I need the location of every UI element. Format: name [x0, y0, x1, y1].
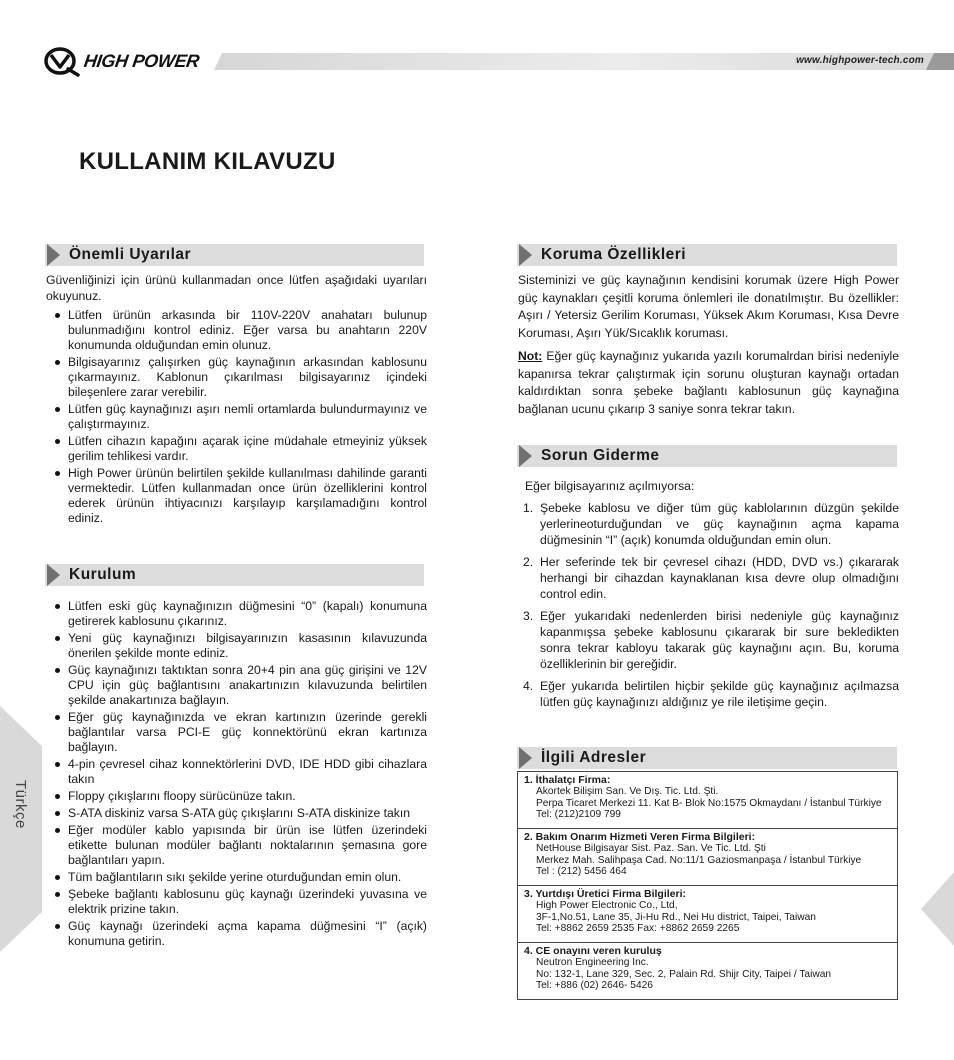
item-text: Her seferinde tek bir çevresel cihazı (HDD, DVD vs.) çıkararak herhangi bir cihazdan kaynaklanan kısa devre olup olmadığını control edin. — [540, 555, 899, 601]
list-item: S-ATA diskiniz varsa S-ATA güç çıkışlarını S-ATA diskinize takın — [53, 806, 427, 821]
item-number: 2. — [523, 555, 534, 569]
address-line: High Power Electronic Co., Ltd, — [536, 900, 678, 912]
address-entry-title: 1. İthalatçı Firma: — [524, 774, 611, 786]
section-arrow-icon — [47, 244, 60, 266]
list-item: Lütfen cihazın kapağını açarak içine müdahale etmeyiniz yüksek gerilim tehlikesi vardır. — [53, 434, 427, 464]
section-title: Sorun Giderme — [541, 447, 660, 464]
section-header-installation — [45, 564, 424, 586]
section-header-protection — [517, 244, 897, 266]
address-line: Merkez Mah. Salihpaşa Cad. No:11/1 Gaziosmanpaşa / İstanbul Türkiye — [536, 854, 862, 866]
list-item: Lütfen güç kaynağınızı aşırı nemli ortamlarda bulundurmayınız ve çalıştırmayınız. — [53, 402, 427, 432]
address-entry — [518, 943, 897, 999]
address-line: Neutron Engineering Inc. — [536, 957, 649, 969]
list-item: High Power ürünün belirtilen şekilde kullanılması dahilinde garanti vermektedir. Lütfen kullanmadan once ürün özelliklerini kontrol ederek ürünün ihtiyacınızı karşılayıp karşılamadığını kontrol ediniz. — [53, 466, 427, 526]
warnings-list — [53, 308, 427, 528]
note-label: Not: — [518, 349, 543, 363]
high-power-logo-icon — [42, 45, 82, 77]
address-entry-title: 4. CE onayını veren kuruluş — [524, 945, 662, 957]
item-text: Eğer yukarıdaki nedenlerden birisi nedeniyle güç kaynağınız kapanmışsa şebeke kablosunu çıkararak bir sure bekledikten sonra tekrar kabloyu takarak güç kaynağını açın. Bu, koruma özelliklerinin bir gereğidir. — [540, 609, 899, 671]
section-header-troubleshooting — [517, 445, 897, 467]
list-item: Şebeke bağlantı kablosunu güç kaynağı üzerindeki yuvasına ve elektrik prizine takın. — [53, 887, 427, 917]
list-item: Yeni güç kaynağınızı bilgisayarınızın kasasının kılavuzunda önerilen şekilde monte ediniz. — [53, 631, 427, 661]
list-item: Güç kaynağınızı taktıktan sonra 20+4 pin ana güç girişini ve 12V CPU için güç bağlantısını anakartınızın kılavuzunda belirtilen şekilde anakartınıza bağlayın. — [53, 663, 427, 708]
website-url[interactable]: www.highpower-tech.com — [796, 55, 924, 66]
section-arrow-icon — [519, 445, 532, 467]
address-line: NetHouse Bilgisayar Sist. Paz. San. Ve Tic. Ltd. Şti — [536, 843, 766, 855]
address-line: Tel: (212)2109 799 — [536, 809, 621, 821]
section-arrow-icon — [47, 564, 60, 586]
warnings-intro: Güvenliğinizi için ürünü kullanmadan once lütfen aşağıdaki uyarıları okuyunuz. — [46, 273, 427, 303]
numbered-item — [523, 608, 899, 672]
list-item: Eğer modüler kablo yapısında bir ürün ise lütfen üzerindeki etikette bulunan modüler bağlantı noktalarının şemasına gore bağlantıları yapın. — [53, 823, 427, 868]
brand-logo — [42, 44, 214, 78]
item-number: 1. — [523, 501, 534, 515]
section-arrow-icon — [519, 244, 532, 266]
address-entry-title: 2. Bakım Onarım Hizmeti Veren Firma Bilgileri: — [524, 831, 756, 843]
section-title: Kurulum — [69, 566, 137, 583]
address-line: No: 132-1, Lane 329, Sec. 2, Palain Rd. Shijr City, Taipei / Taiwan — [536, 968, 832, 980]
item-text: Şebeke kablosu ve diğer tüm güç kablolarının düzgün şekilde yerlerineoturduğundan ve güç kaynağının açma kapama düğmesinin “I” (açık) konumda olduğundan emin olun. — [540, 501, 899, 547]
addresses-box — [517, 771, 898, 1000]
language-label: Türkçe — [12, 780, 29, 829]
list-item: Tüm bağlantıların sıkı şekilde yerine oturduğundan emin olun. — [53, 870, 427, 885]
section-arrow-icon — [519, 747, 532, 769]
next-page-arrow-icon[interactable] — [921, 872, 954, 946]
numbered-item — [523, 554, 899, 602]
address-line: Tel : (212) 5456 464 — [536, 866, 627, 878]
protection-note — [518, 348, 899, 418]
address-line: Perpa Ticaret Merkezi 11. Kat B- Blok No:1575 Okmaydanı / İstanbul Türkiye — [536, 797, 882, 809]
numbered-item — [523, 678, 899, 710]
numbered-item — [523, 500, 899, 548]
troubleshooting-intro: Eğer bilgisayarınız açılmıyorsa: — [525, 479, 695, 493]
list-item: Floppy çıkışlarını floopy sürücünüze takın. — [53, 789, 427, 804]
page-title: KULLANIM KILAVUZU — [79, 148, 336, 175]
section-header-addresses — [517, 747, 897, 769]
protection-body: Sisteminizi ve güç kaynağının kendisini korumak üzere High Power güç kaynakları çeşitli koruma önlemleri ile donatılmıştır. Bu özellikler: Aşırı / Yetersiz Gerilim Koruması, Yüksek Akım Koruması, Kısa Devre Koruması, Aşırı Yük/Sıcaklık koruması. — [518, 273, 899, 340]
list-item: Güç kaynağı üzerindeki açma kapama düğmesini “I” (açık) konumuna getirin. — [53, 919, 427, 949]
address-entry — [518, 772, 897, 829]
installation-list — [53, 599, 427, 951]
list-item: Bilgisayarınız çalışırken güç kaynağının arkasından kablosunu çıkarmayınız. Kablonun çıkarılması bilgisayarınız içindeki bileşenlere zarar verebilir. — [53, 355, 427, 400]
note-text: Eğer güç kaynağınız yukarıda yazılı korumalrdan birisi nedeniyle kapanırsa tekrar çalıştırmak için sorunu oluşturan kaynağı ortadan kaldırdıktan sonra şebeke bağlantı kablosunun güç kaynağına bağlanan ucunu çıkarıp 3 saniye sonra tekrar takın. — [518, 349, 899, 416]
section-title: İlgili Adresler — [541, 749, 647, 766]
address-line: Tel: +886 (02) 2646- 5426 — [536, 980, 653, 992]
section-title: Önemli Uyarılar — [69, 246, 192, 263]
item-number: 4. — [523, 679, 534, 693]
language-side-tab — [0, 706, 42, 952]
address-entry — [518, 886, 897, 943]
list-item: Eğer güç kaynağınızda ve ekran kartınızın üzerinde gerekli bağlantılar varsa PCI-E güç konnektörünü ekran kartınıza bağlayın. — [53, 710, 427, 755]
section-header-warnings — [45, 244, 424, 266]
item-text: Eğer yukarıda belirtilen hiçbir şekilde güç kaynağınız açılmazsa lütfen güç kaynağınızı aldığınız ye rile iletişime geçin. — [540, 679, 899, 709]
address-line: Tel: +8862 2659 2535 Fax: +8862 2659 2265 — [536, 923, 740, 935]
list-item: 4-pin çevresel cihaz konnektörlerini DVD, IDE HDD gibi cihazlara takın — [53, 757, 427, 787]
logo-text: HIGH POWER — [82, 50, 201, 71]
address-entry — [518, 829, 897, 886]
address-entry-title: 3. Yurtdışı Üretici Firma Bilgileri: — [524, 888, 687, 900]
section-title: Koruma Özellikleri — [541, 246, 687, 263]
address-line: 3F-1,No.51, Lane 35, Ji-Hu Rd., Nei Hu district, Taipei, Taiwan — [536, 911, 816, 923]
troubleshooting-list — [523, 500, 899, 716]
list-item: Lütfen ürünün arkasında bir 110V-220V anahatarı bulunup bulunmadığını kontrol ediniz. Eğer varsa bu anahtarın 220V konumunda olduğundan emin olunuz. — [53, 308, 427, 353]
item-number: 3. — [523, 609, 534, 623]
address-line: Akortek Bilişim San. Ve Dış. Tic. Ltd. Şti. — [536, 786, 719, 798]
list-item: Lütfen eski güç kaynağınızın düğmesini “0” (kapalı) konumuna getirerek kablosunu çıkarınız. — [53, 599, 427, 629]
